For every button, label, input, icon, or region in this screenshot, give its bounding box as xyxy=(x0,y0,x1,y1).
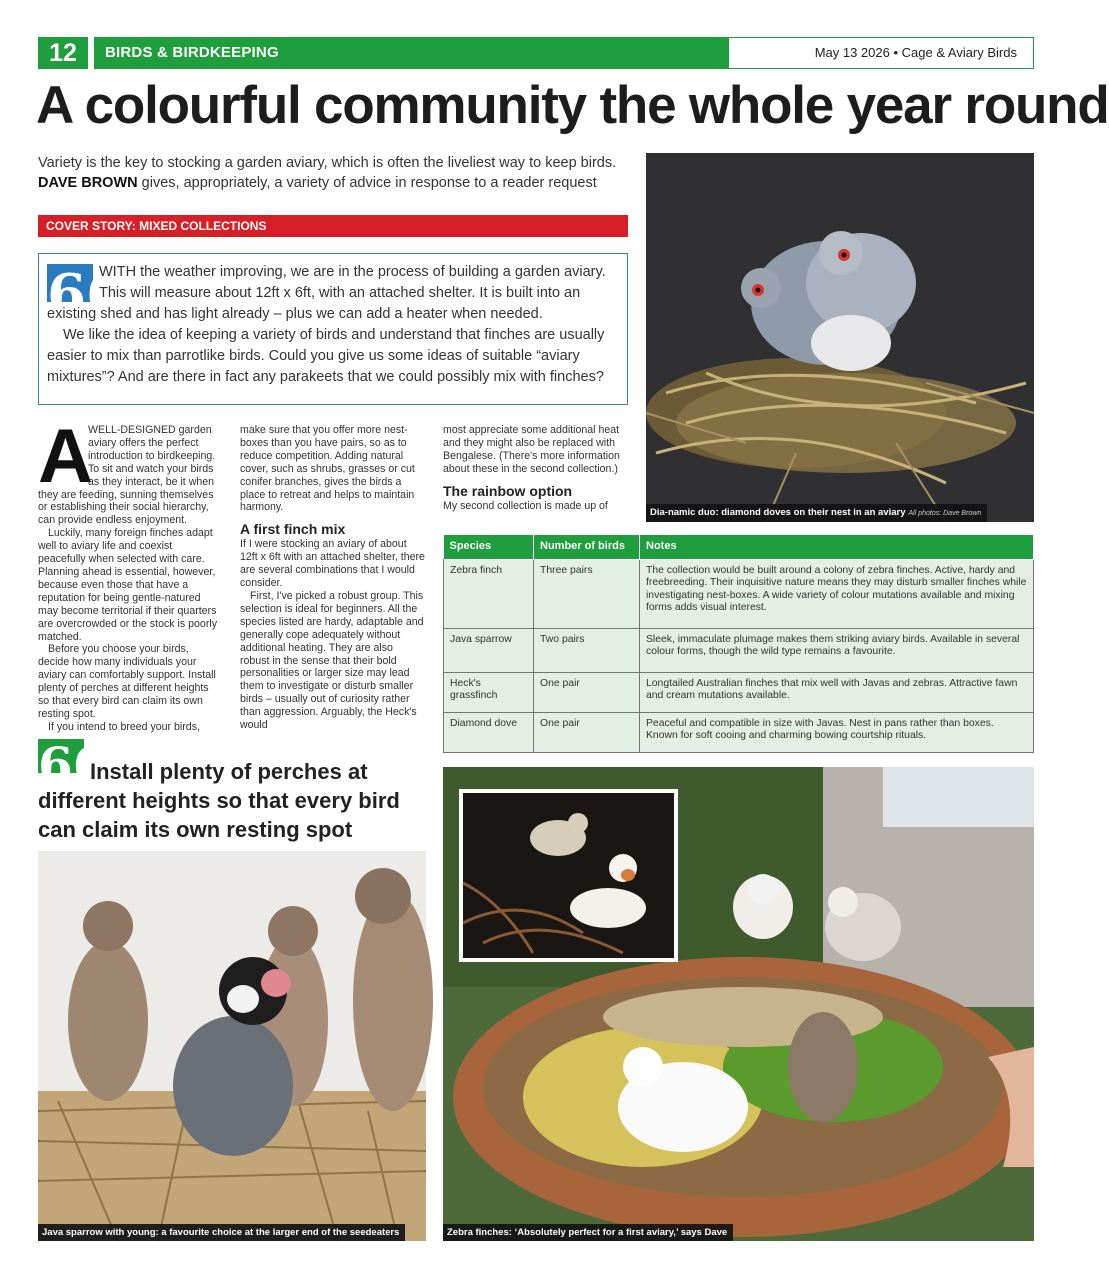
table-row xyxy=(444,559,1034,628)
photo-caption: Zebra finches: ‘Absolutely perfect for a first aviary,’ says Dave xyxy=(443,1224,733,1241)
subheading: The rainbow option xyxy=(443,482,573,499)
table-cell: One pair xyxy=(534,672,640,712)
quote-icon: 66 xyxy=(47,262,125,328)
body-paragraph: If you intend to breed your birds, xyxy=(48,720,200,733)
body-paragraph: My second collection is made up of xyxy=(443,499,608,512)
body-paragraph: Before you choose your birds, decide how many individuals your aviary can comfortably support. Install plenty of perches at different heights so that every bird can claim its own resting spot. xyxy=(38,643,216,720)
species-table xyxy=(443,535,1034,753)
article-column-2 xyxy=(240,424,425,732)
table-cell: The collection would be built around a colony of zebra finches. Active, hardy and freebreeding. Their inquisitive nature means they may disturb smaller finches while investigating nest-boxes. A wide variety of colour mutations available and mixing forms adds visual interest. xyxy=(640,559,1034,628)
article-column-3 xyxy=(443,424,626,513)
inset-finch-illustration xyxy=(463,793,674,958)
table-cell: One pair xyxy=(534,712,640,752)
table-header: Number of birds xyxy=(534,535,640,559)
article-column-1 xyxy=(38,414,218,734)
photo-caption: Dia-namic duo: diamond doves on their nest in an aviary All photos: Dave Brown xyxy=(646,504,987,522)
body-paragraph: First, I've picked a robust group. This selection is ideal for beginners. All the species listed are hardy, adaptable and generally cope adequately without additional heating. They are also robust in the sense that their bold personalities or larger size may lead them to investigate or disturb smaller birds – usually out of curiosity rather than aggression. Arguably, the Heck's would xyxy=(240,589,424,732)
pull-quote xyxy=(38,736,428,844)
table-header-row xyxy=(444,535,1034,559)
reader-letter xyxy=(38,253,628,405)
table-cell: Diamond dove xyxy=(444,712,534,752)
quote-icon: 66 xyxy=(38,736,108,795)
pull-quote-text: Install plenty of perches at different heights so that every bird can claim its own resting spot xyxy=(38,759,400,842)
table-cell: Three pairs xyxy=(534,559,640,628)
table-cell: Two pairs xyxy=(534,628,640,672)
table-cell: Zebra finch xyxy=(444,559,534,628)
table-cell: Sleek, immaculate plumage makes them striking aviary birds. Available in several colour forms, though the wild type remains a favourite. xyxy=(640,628,1034,672)
table-cell: Heck's grassfinch xyxy=(444,672,534,712)
standfirst xyxy=(38,153,630,193)
table-cell: Java sparrow xyxy=(444,628,534,672)
table-row xyxy=(444,628,1034,672)
standfirst-text: Variety is the key to stocking a garden aviary, which is often the liveliest way to keep birds. xyxy=(38,155,617,171)
body-paragraph: make sure that you offer more nest-boxes than you have pairs, so as to reduce competition. Adding natural cover, such as shrubs, grasses or cut conifer branches, gives the birds a place to retreat and helps to maintain harmony. xyxy=(240,424,415,514)
body-paragraph: If I were stocking an aviary of about 12ft x 6ft with an attached shelter, there are several combinations that I would consider. xyxy=(240,538,425,590)
table-header: Notes xyxy=(640,535,1034,559)
diamond-dove-photo xyxy=(646,153,1034,522)
page-number: 12 xyxy=(38,37,88,69)
drop-cap: A xyxy=(38,414,93,499)
body-paragraph: most appreciate some additional heat and they might also be replaced with Bengalese. (There's more information about these in the second collection.) xyxy=(443,424,620,475)
author-name: DAVE BROWN xyxy=(38,175,138,191)
body-paragraph: Luckily, many foreign finches adapt well to aviary life and coexist peacefully when selected with care. Planning ahead is essential, however, because even those that have a reputation for being gentle-natured may become territorial if their quarters are overcrowded or the stock is poorly matched. xyxy=(38,527,217,643)
table-cell: Peaceful and compatible in size with Javas. Nest in pans rather than boxes. Known for soft cooing and charming bowing courtship rituals. xyxy=(640,712,1034,752)
table-cell: Longtailed Australian finches that mix well with Javas and zebras. Attractive fawn and cream mutations available. xyxy=(640,672,1034,712)
issue-date: May 13 2026 • Cage & Aviary Birds xyxy=(728,37,1034,69)
photo-credit: All photos: Dave Brown xyxy=(908,510,982,517)
java-sparrow-photo xyxy=(38,851,426,1241)
letter-paragraph-1: WITH the weather improving, we are in the process of building a garden aviary. This will measure about 12ft x 6ft, with an attached shelter. It is built into an existing shed and has light already – plus we can add a heater when needed. xyxy=(47,264,606,322)
table-header: Species xyxy=(444,535,534,559)
cover-story-label: COVER STORY: MIXED COLLECTIONS xyxy=(38,215,628,237)
photo-caption: Java sparrow with young: a favourite choice at the larger end of the seedeaters xyxy=(38,1224,405,1241)
page-header xyxy=(38,37,1034,69)
table-row xyxy=(444,712,1034,752)
standfirst-text-2: gives, appropriately, a variety of advice in response to a reader request xyxy=(141,175,597,191)
table-row xyxy=(444,672,1034,712)
subheading: A first finch mix xyxy=(240,521,346,538)
java-sparrow-illustration xyxy=(38,851,426,1241)
inset-finch-photo xyxy=(459,789,678,962)
headline: A colourful community the whole year round xyxy=(36,76,1109,135)
body-paragraph: WELL-DESIGNED garden aviary offers the perfect introduction to birdkeeping. To sit and watch your birds as they interact, be it when they are feeding, sunning themselves or establishing their social hierarchy, can provide endless enjoyment. xyxy=(38,424,216,527)
letter-paragraph-2: We like the idea of keeping a variety of birds and understand that finches are usually easier to mix than parrotlike birds. Could you give us some ideas of suitable “aviary mixtures”? And are there in fact any parakeets that we could possibly mix with finches? xyxy=(47,327,605,385)
dove-illustration xyxy=(646,153,1034,522)
section-label: BIRDS & BIRDKEEPING xyxy=(94,37,728,69)
